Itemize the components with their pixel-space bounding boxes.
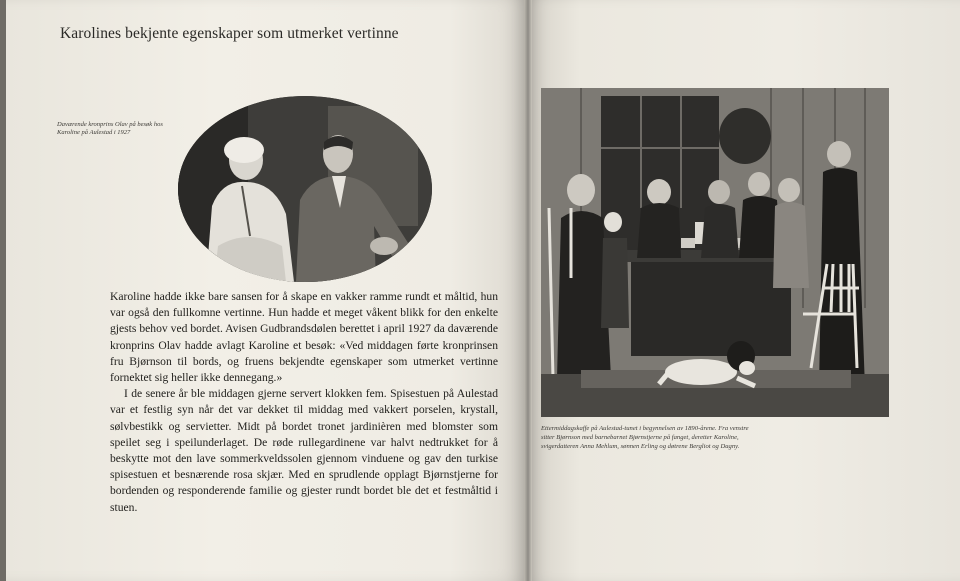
paragraph-2: I de senere år ble middagen gjerne servert klokken fem. Spisestuen på Aulestad var et festlig syn når det var dekket til middag med vakkert porselen, krystall, sølvbestikk og servietter. Midt på bordet tronet jardinièren med blomster som speilet seg i speilunderlaget. De røde rullegardinene var halvt nedtrukket for å beskytte mot den lave sommerkveldssolen gjennom vinduene og gav den turkise spisestuen et besnærende rosa skjær. Med en sprudlende opplagt Bjørnstjerne for bordenden og responderende familie og gjester rundt bordet ble det et festmåltid i stuen.: [110, 387, 498, 514]
book-gutter: [524, 0, 532, 581]
oval-photo-caption: Daværende kronprins Olav på besøk hos Karoline på Aulestad i 1927: [57, 121, 163, 136]
paragraph-1: Karoline hadde ikke bare sansen for å skape en vakker ramme rundt et måltid, hun var også den fullkomne vertinne. Hun hadde et meget våkent blikk for den enkelte gjests behov ved bordet. Avisen Gudbrandsdølen berettet i april 1927 da daværende kronprins Olav hadde avlagt Karoline et besøk: «Ved middagen førte kronprinsen fru Bjørnson til bords, og fruens bekjendte egenskaper som utmerket vertinne fornektet sig heller ikke dennegang.»: [110, 290, 498, 385]
family-photo-caption: Ettermiddagskaffe på Aulestad-tunet i begynnelsen av 1890-årene. Fra venstre sitter Bjørnson med barnebarnet Bjørnstjerne på fanget, deretter Karoline, svigerdatteren Anna Mehlum, sønnen Erling og døtrene Bergliot og Dagny.: [541, 425, 749, 450]
family-coffee-photo: [541, 88, 889, 417]
page-heading: Karolines bekjente egenskaper som utmerket vertinne: [60, 25, 399, 42]
body-text: [110, 289, 498, 516]
oval-portrait-photo: [178, 96, 432, 282]
